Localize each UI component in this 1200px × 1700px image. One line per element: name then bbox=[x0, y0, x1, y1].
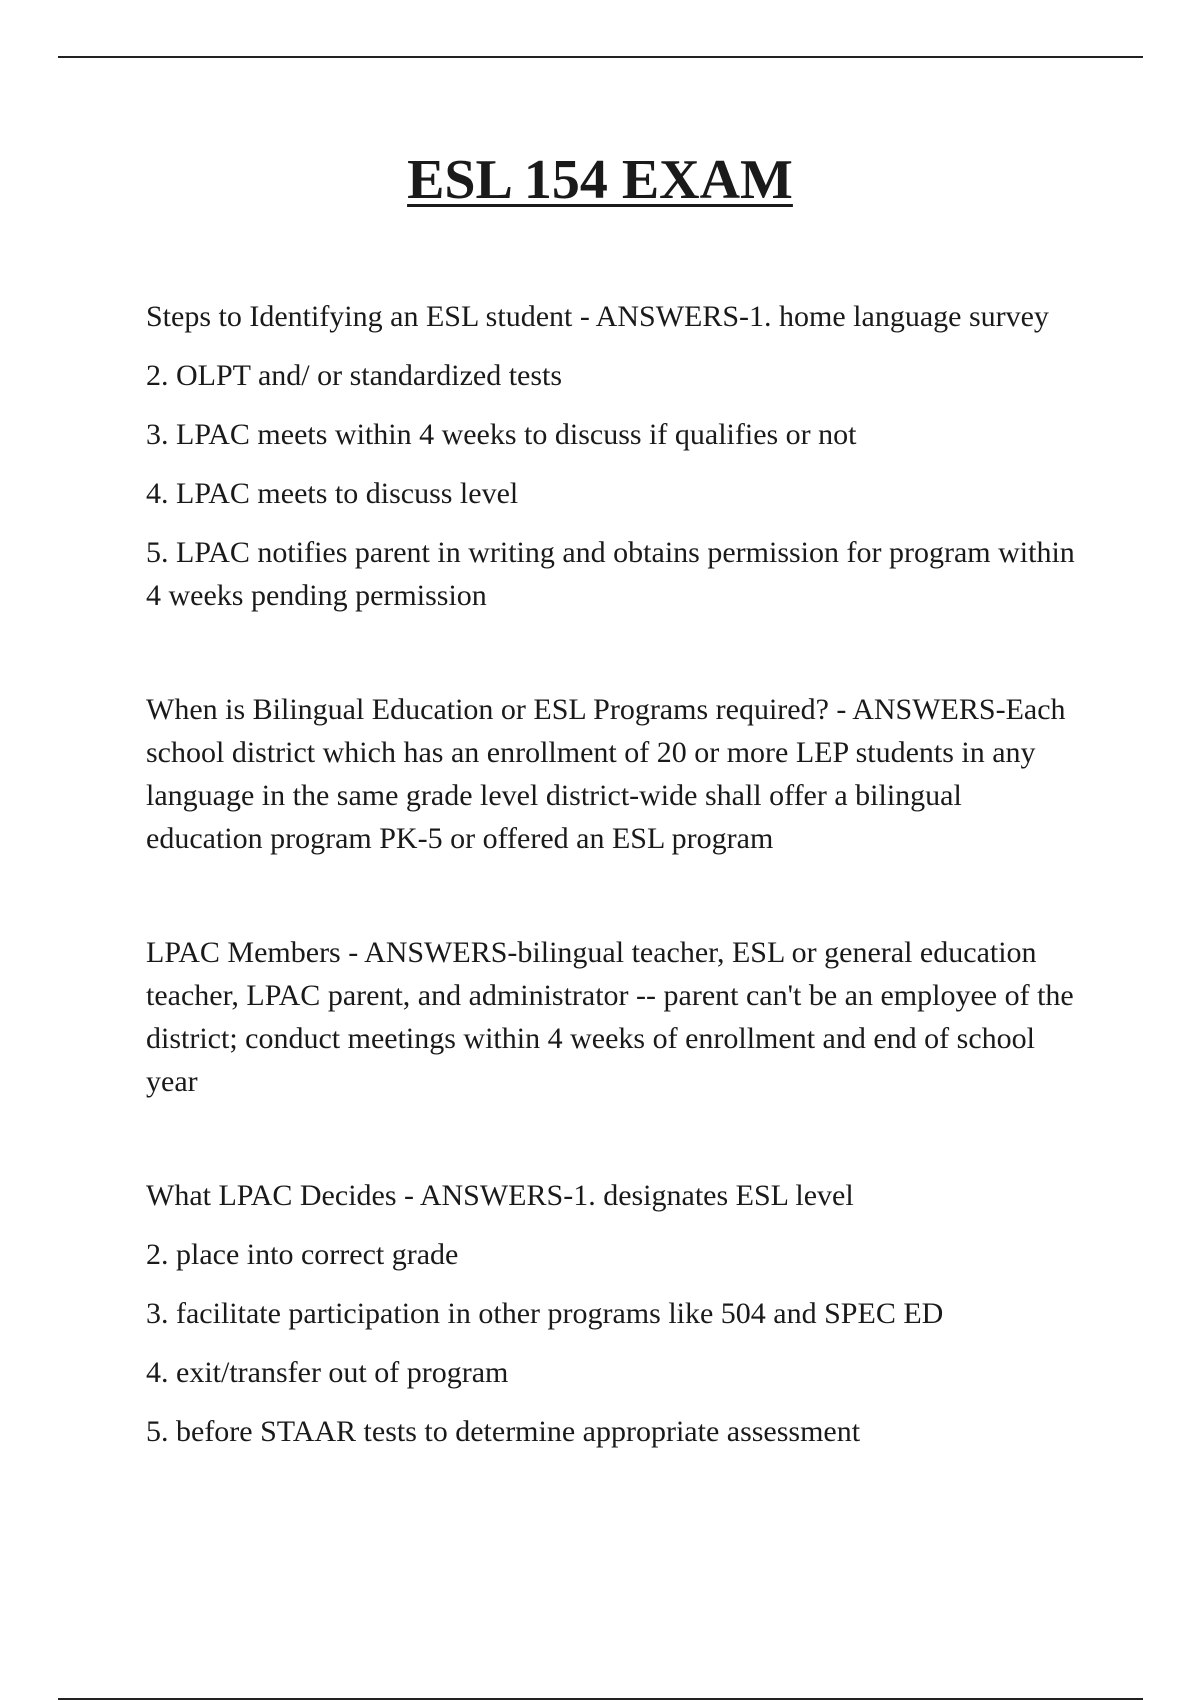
qa-line: 2. place into correct grade bbox=[146, 1238, 459, 1271]
qa-block bbox=[146, 1174, 1076, 1453]
page-title-text: ESL 154 EXAM bbox=[407, 149, 793, 211]
qa-line: 3. facilitate participation in other programs like 504 and SPEC ED bbox=[146, 1297, 944, 1330]
qa-line: 4. exit/transfer out of program bbox=[146, 1356, 509, 1389]
qa-line: When is Bilingual Education or ESL Programs required? - ANSWERS-Each school district which has an enrollment of 20 or more LEP students in any language in the same grade level district-wide shall offer a bilingual education program PK-5 or offered an ESL program bbox=[146, 693, 1066, 855]
qa-line: 4. LPAC meets to discuss level bbox=[146, 477, 519, 510]
qa-line: LPAC Members - ANSWERS-bilingual teacher, ESL or general education teacher, LPAC parent, and administrator -- parent can't be an employee of the district; conduct meetings within 4 weeks of enrollment and end of school year bbox=[146, 936, 1074, 1098]
qa-block bbox=[146, 688, 1076, 860]
top-divider bbox=[58, 56, 1143, 58]
qa-line: 5. LPAC notifies parent in writing and obtains permission for program within 4 weeks pending permission bbox=[146, 536, 1075, 612]
qa-line: 2. OLPT and/ or standardized tests bbox=[146, 359, 563, 392]
qa-line: Steps to Identifying an ESL student - ANSWERS-1. home language survey bbox=[146, 300, 1049, 333]
qa-block bbox=[146, 295, 1076, 617]
qa-block bbox=[146, 931, 1076, 1103]
qa-line: What LPAC Decides - ANSWERS-1. designates ESL level bbox=[146, 1179, 854, 1212]
document-body bbox=[146, 295, 1076, 1453]
qa-line: 3. LPAC meets within 4 weeks to discuss if qualifies or not bbox=[146, 418, 857, 451]
page-title bbox=[0, 145, 1200, 215]
qa-line: 5. before STAAR tests to determine appropriate assessment bbox=[146, 1415, 861, 1448]
